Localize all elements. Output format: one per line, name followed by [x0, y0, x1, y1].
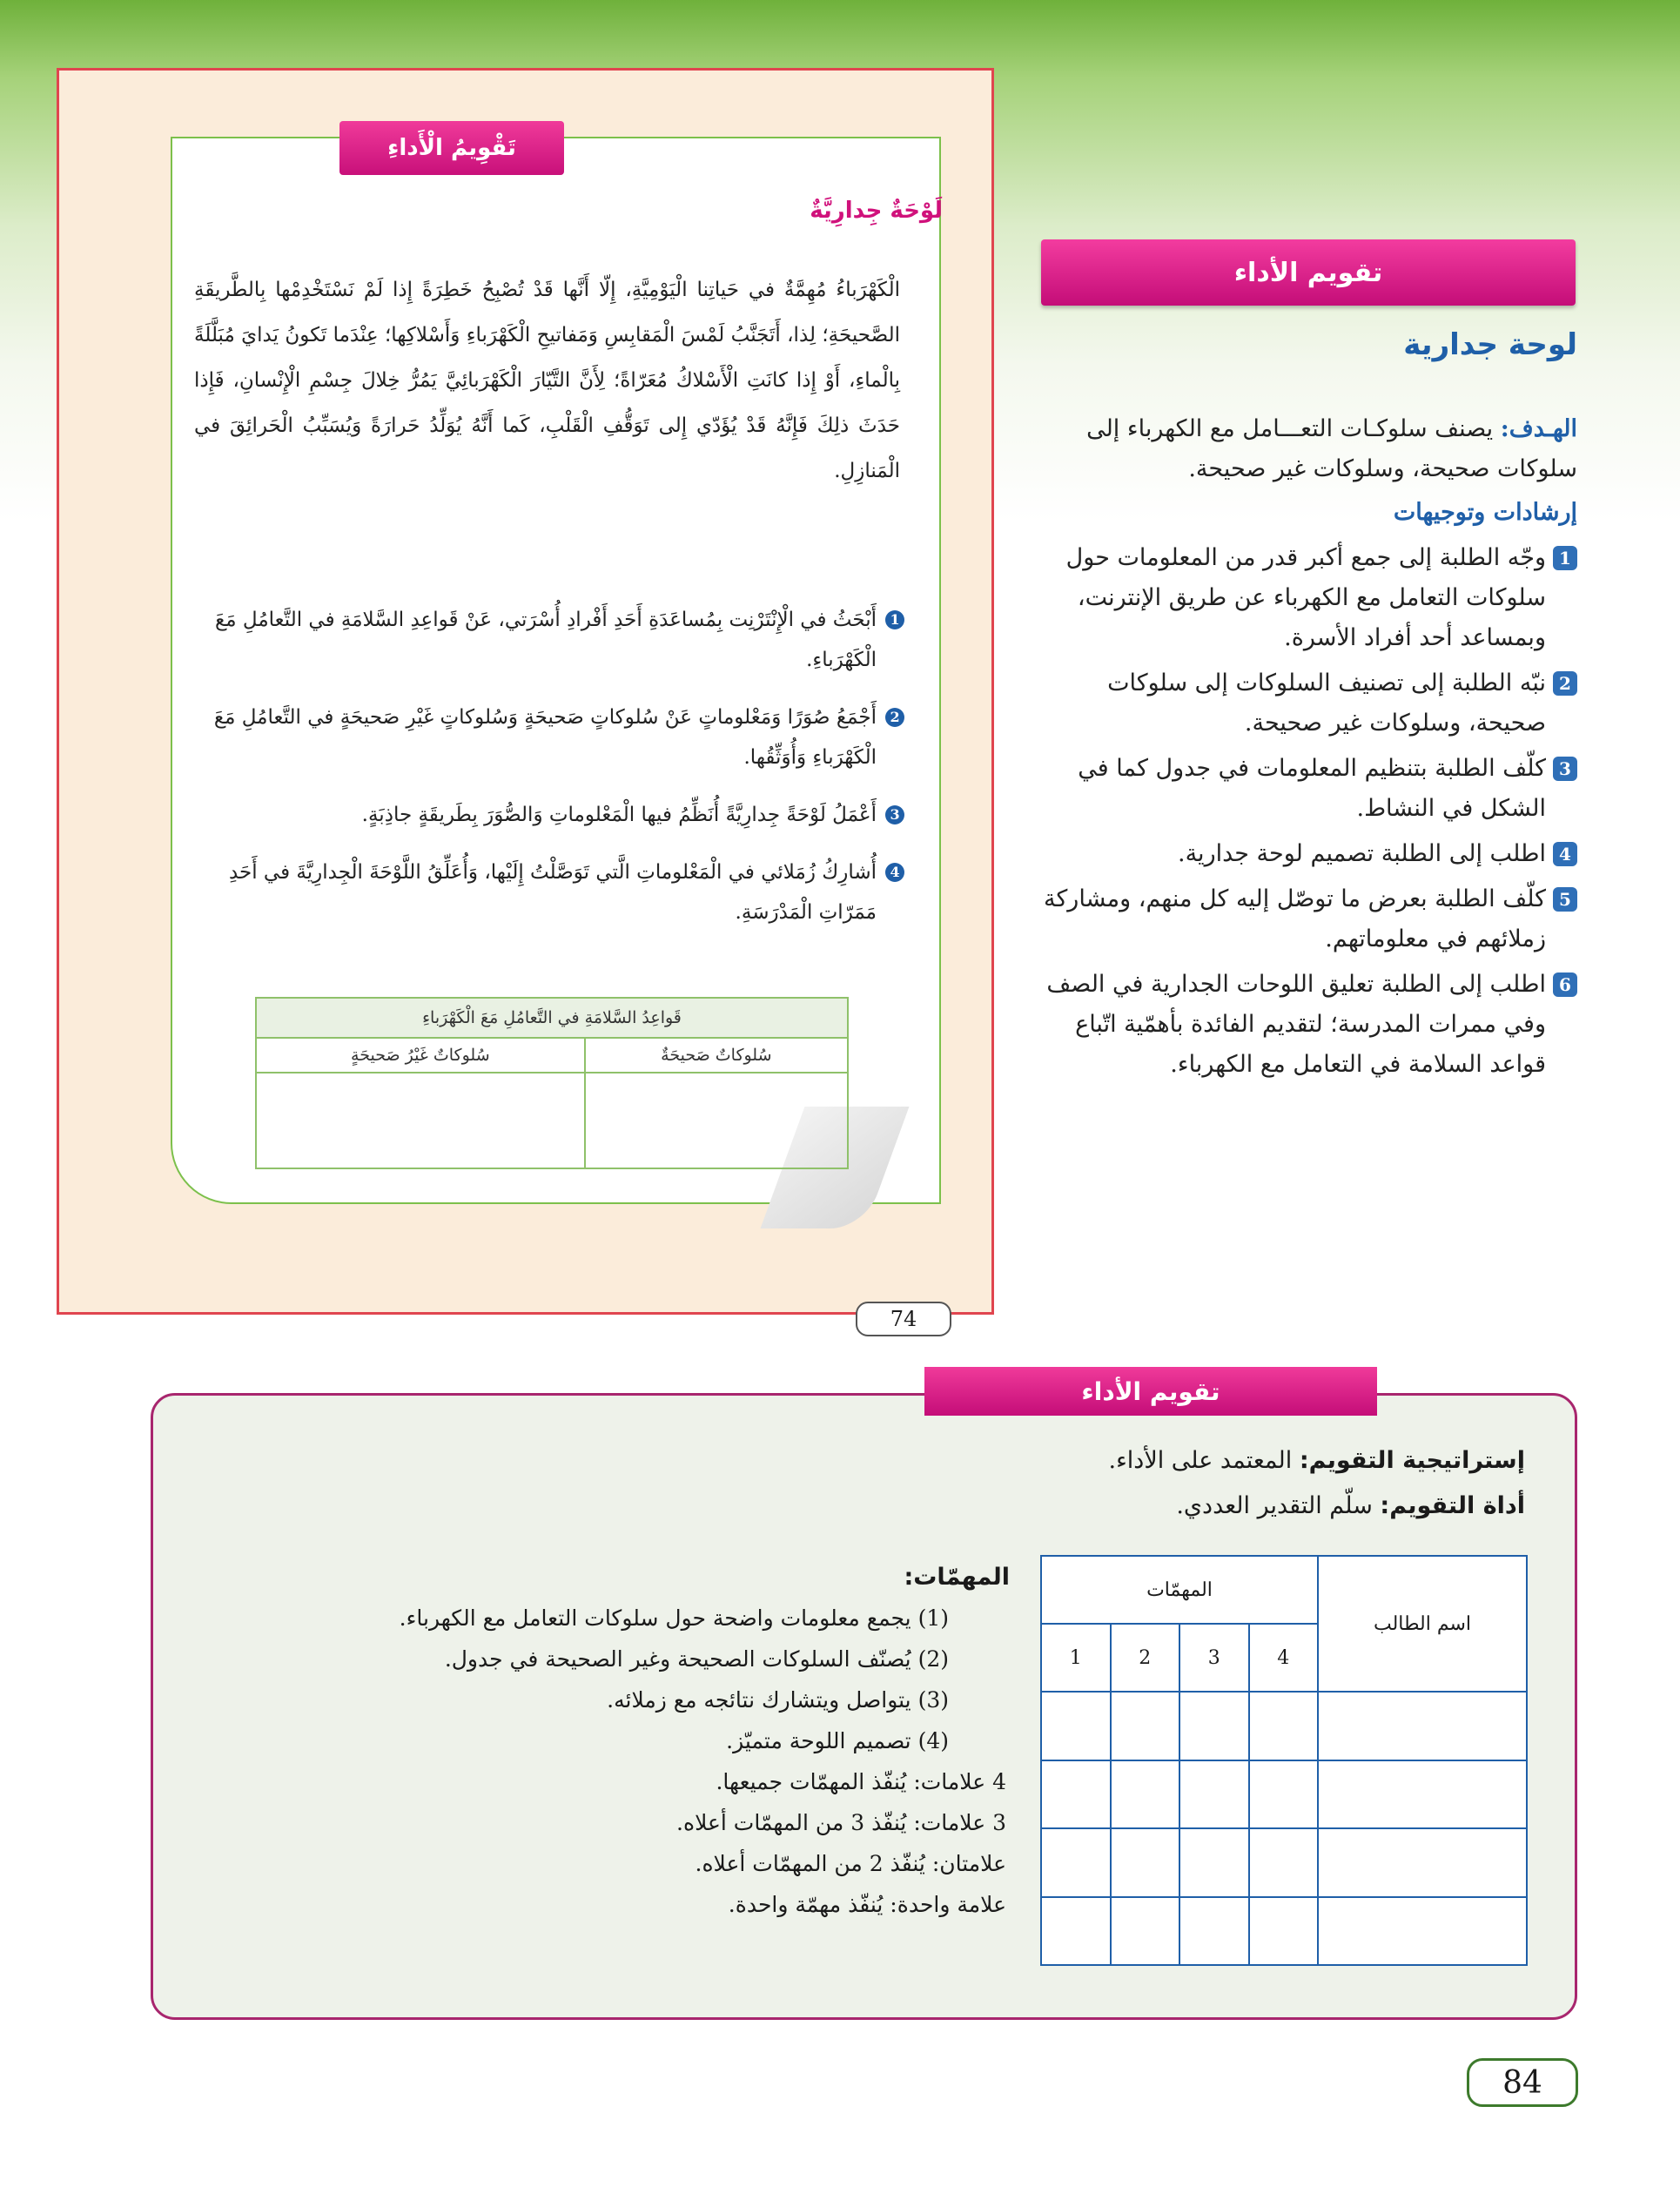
book-steps-list — [194, 600, 904, 950]
column-header-incorrect: سُلوكاتٌ غَيْرُ صَحيحَةٍ — [256, 1038, 585, 1073]
table-cell — [1318, 1897, 1527, 1966]
tool-line — [1109, 1484, 1525, 1529]
task-number-header: 3 — [1179, 1624, 1249, 1692]
step-text: أَعْمَلُ لَوْحَةً جِدارِيَّةً أُنَظِّمُ فيها الْمَعْلوماتِ وَالصُّوَرَ بِطَريقَةٍ جاذِبَةٍ. — [361, 804, 877, 826]
strategy-value: المعتمد على الأداء. — [1108, 1447, 1300, 1474]
step-number-badge: 1 — [885, 610, 904, 629]
guidance-text: نبّه الطلبة إلى تصنيف السلوكات إلى سلوكات صحيحة، وسلوكات غير صحيحة. — [1107, 670, 1546, 737]
book-activity-title: لَوْحَةٌ جِدارِيَّةٌ — [810, 198, 943, 224]
table-row — [1041, 1760, 1527, 1829]
table-cell — [1111, 1692, 1180, 1760]
table-cell — [1041, 1897, 1111, 1966]
step-number-badge: 4 — [1553, 842, 1577, 866]
list-item — [1036, 538, 1577, 658]
step-text: أَجْمَعُ صُوَرًا وَمَعْلوماتٍ عَنْ سُلوكاتٍ صَحيحَةٍ وَسُلوكاتٍ غَيْرِ صَحيحَةٍ في التَّعامُلِ مَعَ الْكَهْرَباءِ وَأُوَثِّقُها. — [213, 706, 877, 769]
assessment-strategy — [1109, 1438, 1525, 1529]
step-number-badge: 2 — [1553, 671, 1577, 696]
list-item — [1036, 749, 1577, 829]
table-cell — [1318, 1828, 1527, 1897]
task-number-header: 1 — [1041, 1624, 1111, 1692]
table-cell — [1179, 1760, 1249, 1829]
task-item: (2) يُصنّف السلوكات الصحيحة وغير الصحيحة في جدول. — [444, 1646, 949, 1672]
score-item: 4 علامات: يُنفّذ المهمّات جميعها. — [716, 1769, 1006, 1794]
step-number-badge: 5 — [1553, 887, 1577, 912]
step-text: أُشارِكُ زُمَلائي في الْمَعْلوماتِ الَّتي تَوَصَّلْتُ إِلَيْها، وَأُعَلِّقُ اللَّوْحَةَ الْجِدارِيَّةَ في أَحَدِ مَمَرّاتِ الْمَدْرَسَةِ. — [228, 861, 877, 924]
list-item — [1036, 834, 1577, 874]
table-cell — [1318, 1760, 1527, 1829]
student-book-excerpt — [57, 68, 994, 1331]
table-header: قَواعِدُ السَّلامَةِ في التَّعامُلِ مَعَ الْكَهْرَباءِ — [256, 998, 848, 1038]
goal-statement — [1036, 409, 1577, 489]
safety-rules-table — [255, 997, 849, 1169]
table-cell — [1249, 1760, 1319, 1829]
guidance-text: كلّف الطلبة بعرض ما توصّل إليه كل منهم، ومشاركة زملائهم في معلوماتهم. — [1043, 885, 1546, 952]
book-page-number: 74 — [856, 1302, 951, 1336]
task-item: (4) تصميم اللوحة متميّز. — [726, 1728, 949, 1753]
table-row — [1041, 1897, 1527, 1966]
strategy-label: إستراتيجية التقويم: — [1299, 1447, 1525, 1474]
table-row — [1041, 1692, 1527, 1760]
table-cell — [585, 1073, 848, 1168]
student-name-header: اسم الطالب — [1318, 1556, 1527, 1692]
table-row — [1041, 1828, 1527, 1897]
table-cell — [1111, 1828, 1180, 1897]
goal-label: الهـدف: — [1500, 415, 1577, 442]
teacher-guidance — [1036, 409, 1577, 1085]
strategy-line — [1109, 1438, 1525, 1484]
list-item — [194, 852, 904, 932]
guidance-text: كلّف الطلبة بتنظيم المعلومات في جدول كما في الشكل في النشاط. — [1078, 755, 1546, 822]
task-item: (1) يجمع معلومات واضحة حول سلوكات التعامل مع الكهرباء. — [399, 1605, 949, 1631]
book-intro-paragraph: الْكَهْرَباءُ مُهِمَّةٌ في حَياتِنا الْيَوْمِيَّةِ، إِلّا أَنَّها قَدْ تُصْبِحُ خَطِرَةً إِذا لَمْ نَسْتَخْدِمْها بِالطَّريقَةِ الصَّحيحَةِ؛ لِذا، أَتَجَنَّبُ لَمْسَ الْمَقابِسِ وَمَفاتيحِ الْكَهْرَباءِ وَأَسْلاكِها؛ عِنْدَما تَكونُ يَدايَ مُبَلَّلَةً بِالْماءِ، أَوْ إِذا كانَتِ الْأَسْلاكُ مُعَرّاةً؛ لِأَنَّ التَّيّارَ الْكَهْرَبائِيَّ يَمُرُّ خِلالَ جِسْمِ الْإِنْسانِ، فَإِذا حَدَثَ ذلِكَ فَإِنَّهُ قَدْ يُؤَدّي إِلى تَوَقُّفِ الْقَلْبِ، كَما أَنَّهُ يُوَلِّدُ حَرارَةً وَيُسَبِّبُ الْحَرائِقَ في الْمَنازِلِ. — [194, 279, 900, 482]
list-item — [194, 697, 904, 777]
tool-value: سلّم التقدير العددي. — [1176, 1492, 1381, 1519]
table-cell — [1111, 1897, 1180, 1966]
list-item — [1036, 663, 1577, 744]
rating-scale-table — [1040, 1555, 1528, 1966]
score-item: علامة واحدة: يُنفّذ مهمّة واحدة. — [728, 1892, 1006, 1917]
list-item — [194, 795, 904, 835]
task-number-header: 2 — [1111, 1624, 1180, 1692]
step-number-badge: 4 — [885, 863, 904, 882]
guidance-text: اطلب إلى الطلبة تصميم لوحة جدارية. — [1178, 840, 1546, 867]
tasks-header: المهمّات — [1041, 1556, 1318, 1624]
table-cell — [1249, 1828, 1319, 1897]
goal-text: يصنف سلوكـات التعـــامل مع الكهرباء إلى سلوكات صحيحة، وسلوكات غير صحيحة. — [1086, 415, 1577, 482]
table-cell — [1179, 1897, 1249, 1966]
table-cell — [1179, 1692, 1249, 1760]
list-item — [1036, 965, 1577, 1085]
guidance-text: اطلب إلى الطلبة تعليق اللوحات الجدارية في الصف وفي ممرات المدرسة؛ لتقديم الفائدة بأهمّية اتّباع قواعد السلامة في التعامل مع الكهرباء. — [1046, 971, 1546, 1078]
table-cell — [1111, 1760, 1180, 1829]
guidance-text: وجّه الطلبة إلى جمع أكبر قدر من المعلومات حول سلوكات التعامل مع الكهرباء عن طريق الإنترنت، وبمساعد أحد أفراد الأسرة. — [1065, 544, 1546, 651]
table-cell — [1041, 1692, 1111, 1760]
table-cell — [1249, 1897, 1319, 1966]
book-section-banner: تَقْوِيمُ الْأَداءِ — [339, 121, 564, 175]
step-number-badge: 6 — [1553, 972, 1577, 997]
step-number-badge: 3 — [1553, 757, 1577, 781]
task-item: (3) يتواصل ويتشارك نتائجه مع زملائه. — [607, 1687, 949, 1713]
table-cell — [1179, 1828, 1249, 1897]
section-banner: تقويم الأداء — [1041, 239, 1576, 306]
table-cell — [256, 1073, 585, 1168]
column-header-correct: سُلوكاتٌ صَحيحَةٌ — [585, 1038, 848, 1073]
score-item: 3 علامات: يُنفّذ 3 من المهمّات أعلاه. — [676, 1810, 1006, 1835]
tasks-list — [331, 1557, 1010, 1925]
list-item — [1036, 879, 1577, 959]
table-cell — [1318, 1692, 1527, 1760]
step-number-badge: 1 — [1553, 546, 1577, 570]
table-cell — [1249, 1692, 1319, 1760]
score-item: علامتان: يُنفّذ 2 من المهمّات أعلاه. — [695, 1851, 1006, 1876]
step-number-badge: 3 — [885, 805, 904, 824]
table-cell — [1041, 1760, 1111, 1829]
tasks-title: المهمّات: — [904, 1564, 1010, 1591]
activity-title: لوحة جدارية — [1403, 327, 1577, 362]
page-number: 84 — [1467, 2058, 1578, 2107]
list-item — [194, 600, 904, 680]
tool-label: أداة التقويم: — [1380, 1492, 1525, 1519]
step-number-badge: 2 — [885, 708, 904, 727]
table-cell — [1041, 1828, 1111, 1897]
assessment-banner: تقويم الأداء — [924, 1367, 1377, 1416]
task-number-header: 4 — [1249, 1624, 1319, 1692]
step-text: أَبْحَثُ في الْإِنْتَرْنِت بِمُساعَدَةِ أَحَدِ أَفْرادِ أُسْرَتي، عَنْ قَواعِدِ السَّلامَةِ في التَّعامُلِ مَعَ الْكَهْرَباءِ. — [215, 609, 877, 671]
guidance-title: إرشادات وتوجيهات — [1393, 499, 1577, 526]
